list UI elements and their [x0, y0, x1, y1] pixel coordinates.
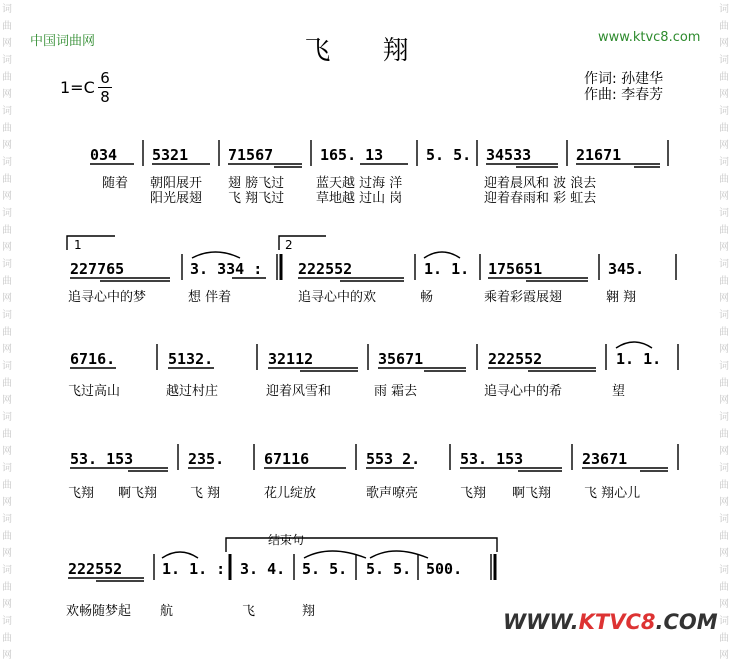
key-signature: 1=C [60, 78, 95, 97]
measure: 222552 [298, 260, 353, 278]
watermark-char: 词 [2, 157, 12, 168]
watermark-char: 曲 [2, 531, 12, 542]
lyricist-credit: 作词: 孙建华 [584, 71, 664, 87]
watermark-char: 词 [719, 514, 729, 525]
volta-2-bracket [279, 236, 326, 250]
measure: 5. 5. [426, 146, 472, 164]
measure: 227765 [70, 260, 125, 278]
watermark-char: 曲 [719, 633, 729, 644]
watermark-char: 曲 [719, 174, 729, 185]
watermark-char: 曲 [719, 582, 729, 593]
measure: 345. [608, 260, 645, 278]
watermark-char: 词 [719, 208, 729, 219]
watermark-char: 词 [2, 4, 12, 15]
lyric: 畅 [420, 290, 434, 305]
watermark-char: 网 [2, 548, 12, 559]
watermark-char: 网 [719, 497, 729, 508]
measure: 35671 [378, 350, 424, 368]
measure: 32112 [268, 350, 314, 368]
watermark-char: 词 [2, 259, 12, 270]
watermark-char: 词 [719, 259, 729, 270]
watermark-char: 网 [719, 89, 729, 100]
watermark-char: 词 [719, 157, 729, 168]
watermark-char: 网 [2, 395, 12, 406]
watermark-char: 曲 [719, 327, 729, 338]
watermark-char: 曲 [719, 480, 729, 491]
watermark-char: 词 [2, 463, 12, 474]
watermark-char: 词 [2, 106, 12, 117]
lyric: 航 [160, 604, 174, 619]
lyric: 啊飞翔 [118, 486, 158, 501]
measure: 165. 13 [320, 146, 384, 164]
watermark-char: 曲 [2, 276, 12, 287]
lyric: 翱 翔 [606, 290, 637, 305]
measure: 5. 5. [366, 560, 412, 578]
watermark-char: 网 [2, 293, 12, 304]
measure: 222552 [488, 350, 543, 368]
lyric: 追寻心中的欢 [298, 290, 377, 305]
watermark-char: 网 [719, 395, 729, 406]
lyric: 飞 翔 [190, 486, 221, 501]
site-url-right[interactable]: www.ktvc8.com [598, 30, 701, 45]
lyric: 追寻心中的梦 [68, 290, 147, 305]
measure: 71567 [228, 146, 274, 164]
watermark-char: 网 [719, 599, 729, 610]
coda-label: 结束句 [268, 533, 305, 547]
lyric: 歌声嘹亮 [366, 486, 419, 501]
lyric: 雨 霜去 [374, 384, 418, 399]
watermark-char: 网 [2, 89, 12, 100]
measure: 3. 334 : [190, 260, 263, 278]
watermark-char: 曲 [719, 225, 729, 236]
lyric: 翅 膀飞过 [228, 176, 285, 191]
lyric: 追寻心中的希 [484, 384, 563, 399]
watermark-char: 曲 [719, 429, 729, 440]
watermark-char: 词 [2, 208, 12, 219]
measure: 21671 [576, 146, 622, 164]
lyric: 迎着春雨和 彩 虹去 [484, 191, 597, 206]
watermark-char: 词 [719, 565, 729, 576]
lyric: 飞翔 [460, 486, 487, 501]
lyric: 迎着风雪和 [266, 384, 332, 399]
watermark-char: 曲 [2, 633, 12, 644]
watermark-char: 曲 [2, 327, 12, 338]
watermark-char: 网 [2, 650, 12, 660]
measure: 034 [90, 146, 118, 164]
watermark-char: 曲 [719, 531, 729, 542]
lyric: 随着 [102, 176, 129, 191]
site-name-left[interactable]: 中国词曲网 [30, 34, 96, 49]
lyric: 飞 [242, 604, 256, 619]
lyric: 想 伴着 [188, 290, 232, 305]
tie [616, 342, 652, 348]
watermark-char: 曲 [2, 174, 12, 185]
watermark-char: 词 [2, 565, 12, 576]
measure: 53. 153 [460, 450, 524, 468]
lyric: 飞翔 [68, 486, 95, 501]
watermark-char: 网 [2, 191, 12, 202]
watermark-char: 曲 [719, 72, 729, 83]
watermark-char: 曲 [719, 378, 729, 389]
measure: 1. 1. : [162, 560, 226, 578]
footer-logo-suffix: .COM [655, 610, 718, 634]
time-signature-top: 6 [100, 69, 110, 87]
volta-1-bracket [67, 236, 115, 250]
watermark-char: 词 [719, 361, 729, 372]
watermark-char: 词 [719, 412, 729, 423]
measure: 6716. [70, 350, 116, 368]
watermark-char: 曲 [2, 480, 12, 491]
lyric: 飞 翔飞过 [228, 191, 285, 206]
watermark-char: 网 [2, 497, 12, 508]
lyric: 飞 翔心儿 [584, 486, 641, 501]
measure: 553 2. [366, 450, 421, 468]
watermark-char: 网 [719, 650, 729, 660]
watermark-char: 曲 [2, 21, 12, 32]
watermark-char: 曲 [2, 429, 12, 440]
measure: 1. 1. [424, 260, 470, 278]
lyric: 蓝天越 过海 洋 [316, 176, 403, 191]
song-title: 飞 翔 [304, 36, 431, 66]
measure: 5132. [168, 350, 214, 368]
measure: 3. 4. [240, 560, 286, 578]
watermark-char: 词 [2, 361, 12, 372]
watermark-char: 词 [719, 463, 729, 474]
watermark-char: 网 [719, 344, 729, 355]
watermark-char: 词 [2, 55, 12, 66]
watermark-char: 曲 [2, 123, 12, 134]
measure: 53. 153 [70, 450, 134, 468]
watermark-char: 网 [2, 242, 12, 253]
watermark-char: 词 [2, 310, 12, 321]
watermark-char: 曲 [2, 378, 12, 389]
composer-credit: 作曲: 李春芳 [584, 87, 664, 103]
measure: 235. [188, 450, 225, 468]
lyric: 花儿绽放 [264, 486, 317, 501]
tie [162, 552, 198, 558]
lyric: 草地越 过山 岗 [316, 191, 403, 206]
lyric: 越过村庄 [166, 384, 219, 399]
watermark-char: 词 [719, 310, 729, 321]
tie [370, 551, 428, 558]
watermark-char: 词 [2, 616, 12, 627]
watermark-char: 网 [719, 242, 729, 253]
watermark-char: 网 [2, 446, 12, 457]
watermark-char: 曲 [2, 582, 12, 593]
watermark-char: 曲 [2, 225, 12, 236]
tie [424, 252, 460, 258]
watermark-char: 曲 [719, 276, 729, 287]
footer-logo-brand: KTVC8 [578, 610, 656, 634]
tie [192, 252, 240, 258]
tie [304, 551, 366, 558]
footer-logo-prefix: WWW. [503, 610, 579, 634]
measure: 175651 [488, 260, 543, 278]
measure: 5321 [152, 146, 189, 164]
volta-2-label: 2 [285, 238, 293, 252]
coda-bracket [226, 538, 497, 552]
measure: 5. 5. [302, 560, 348, 578]
watermark-char: 曲 [719, 123, 729, 134]
lyric: 迎着晨风和 波 浪去 [484, 176, 597, 191]
measure: 500. [426, 560, 463, 578]
lyric: 欢畅随梦起 [66, 604, 132, 619]
measure: 23671 [582, 450, 628, 468]
watermark-char: 词 [2, 514, 12, 525]
watermark-char: 词 [2, 412, 12, 423]
lyric: 翔 [302, 604, 316, 619]
watermark-char: 网 [2, 344, 12, 355]
watermark-char: 网 [2, 599, 12, 610]
watermark-char: 词 [719, 4, 729, 15]
watermark-char: 网 [719, 446, 729, 457]
measure: 1. 1. [616, 350, 662, 368]
lyric: 啊飞翔 [512, 486, 552, 501]
watermark-char: 网 [719, 38, 729, 49]
watermark-char: 网 [719, 191, 729, 202]
watermark-char: 网 [719, 140, 729, 151]
lyric: 阳光展翅 [150, 191, 203, 206]
measure: 34533 [486, 146, 532, 164]
watermark-char: 网 [2, 140, 12, 151]
watermark-char: 曲 [719, 21, 729, 32]
watermark-char: 网 [719, 293, 729, 304]
watermark-char: 网 [2, 38, 12, 49]
lyric: 朝阳展开 [150, 176, 203, 191]
lyric: 乘着彩霞展翅 [484, 290, 563, 305]
volta-1-label: 1 [74, 238, 82, 252]
lyric: 飞过高山 [68, 384, 121, 399]
watermark-char: 曲 [2, 72, 12, 83]
watermark-char: 网 [719, 548, 729, 559]
measure: 67116 [264, 450, 310, 468]
measure: 222552 [68, 560, 123, 578]
lyric: 望 [612, 384, 626, 399]
time-signature-bottom: 8 [100, 88, 110, 106]
watermark-char: 词 [719, 106, 729, 117]
watermark-char: 词 [719, 616, 729, 627]
watermark-char: 词 [719, 55, 729, 66]
